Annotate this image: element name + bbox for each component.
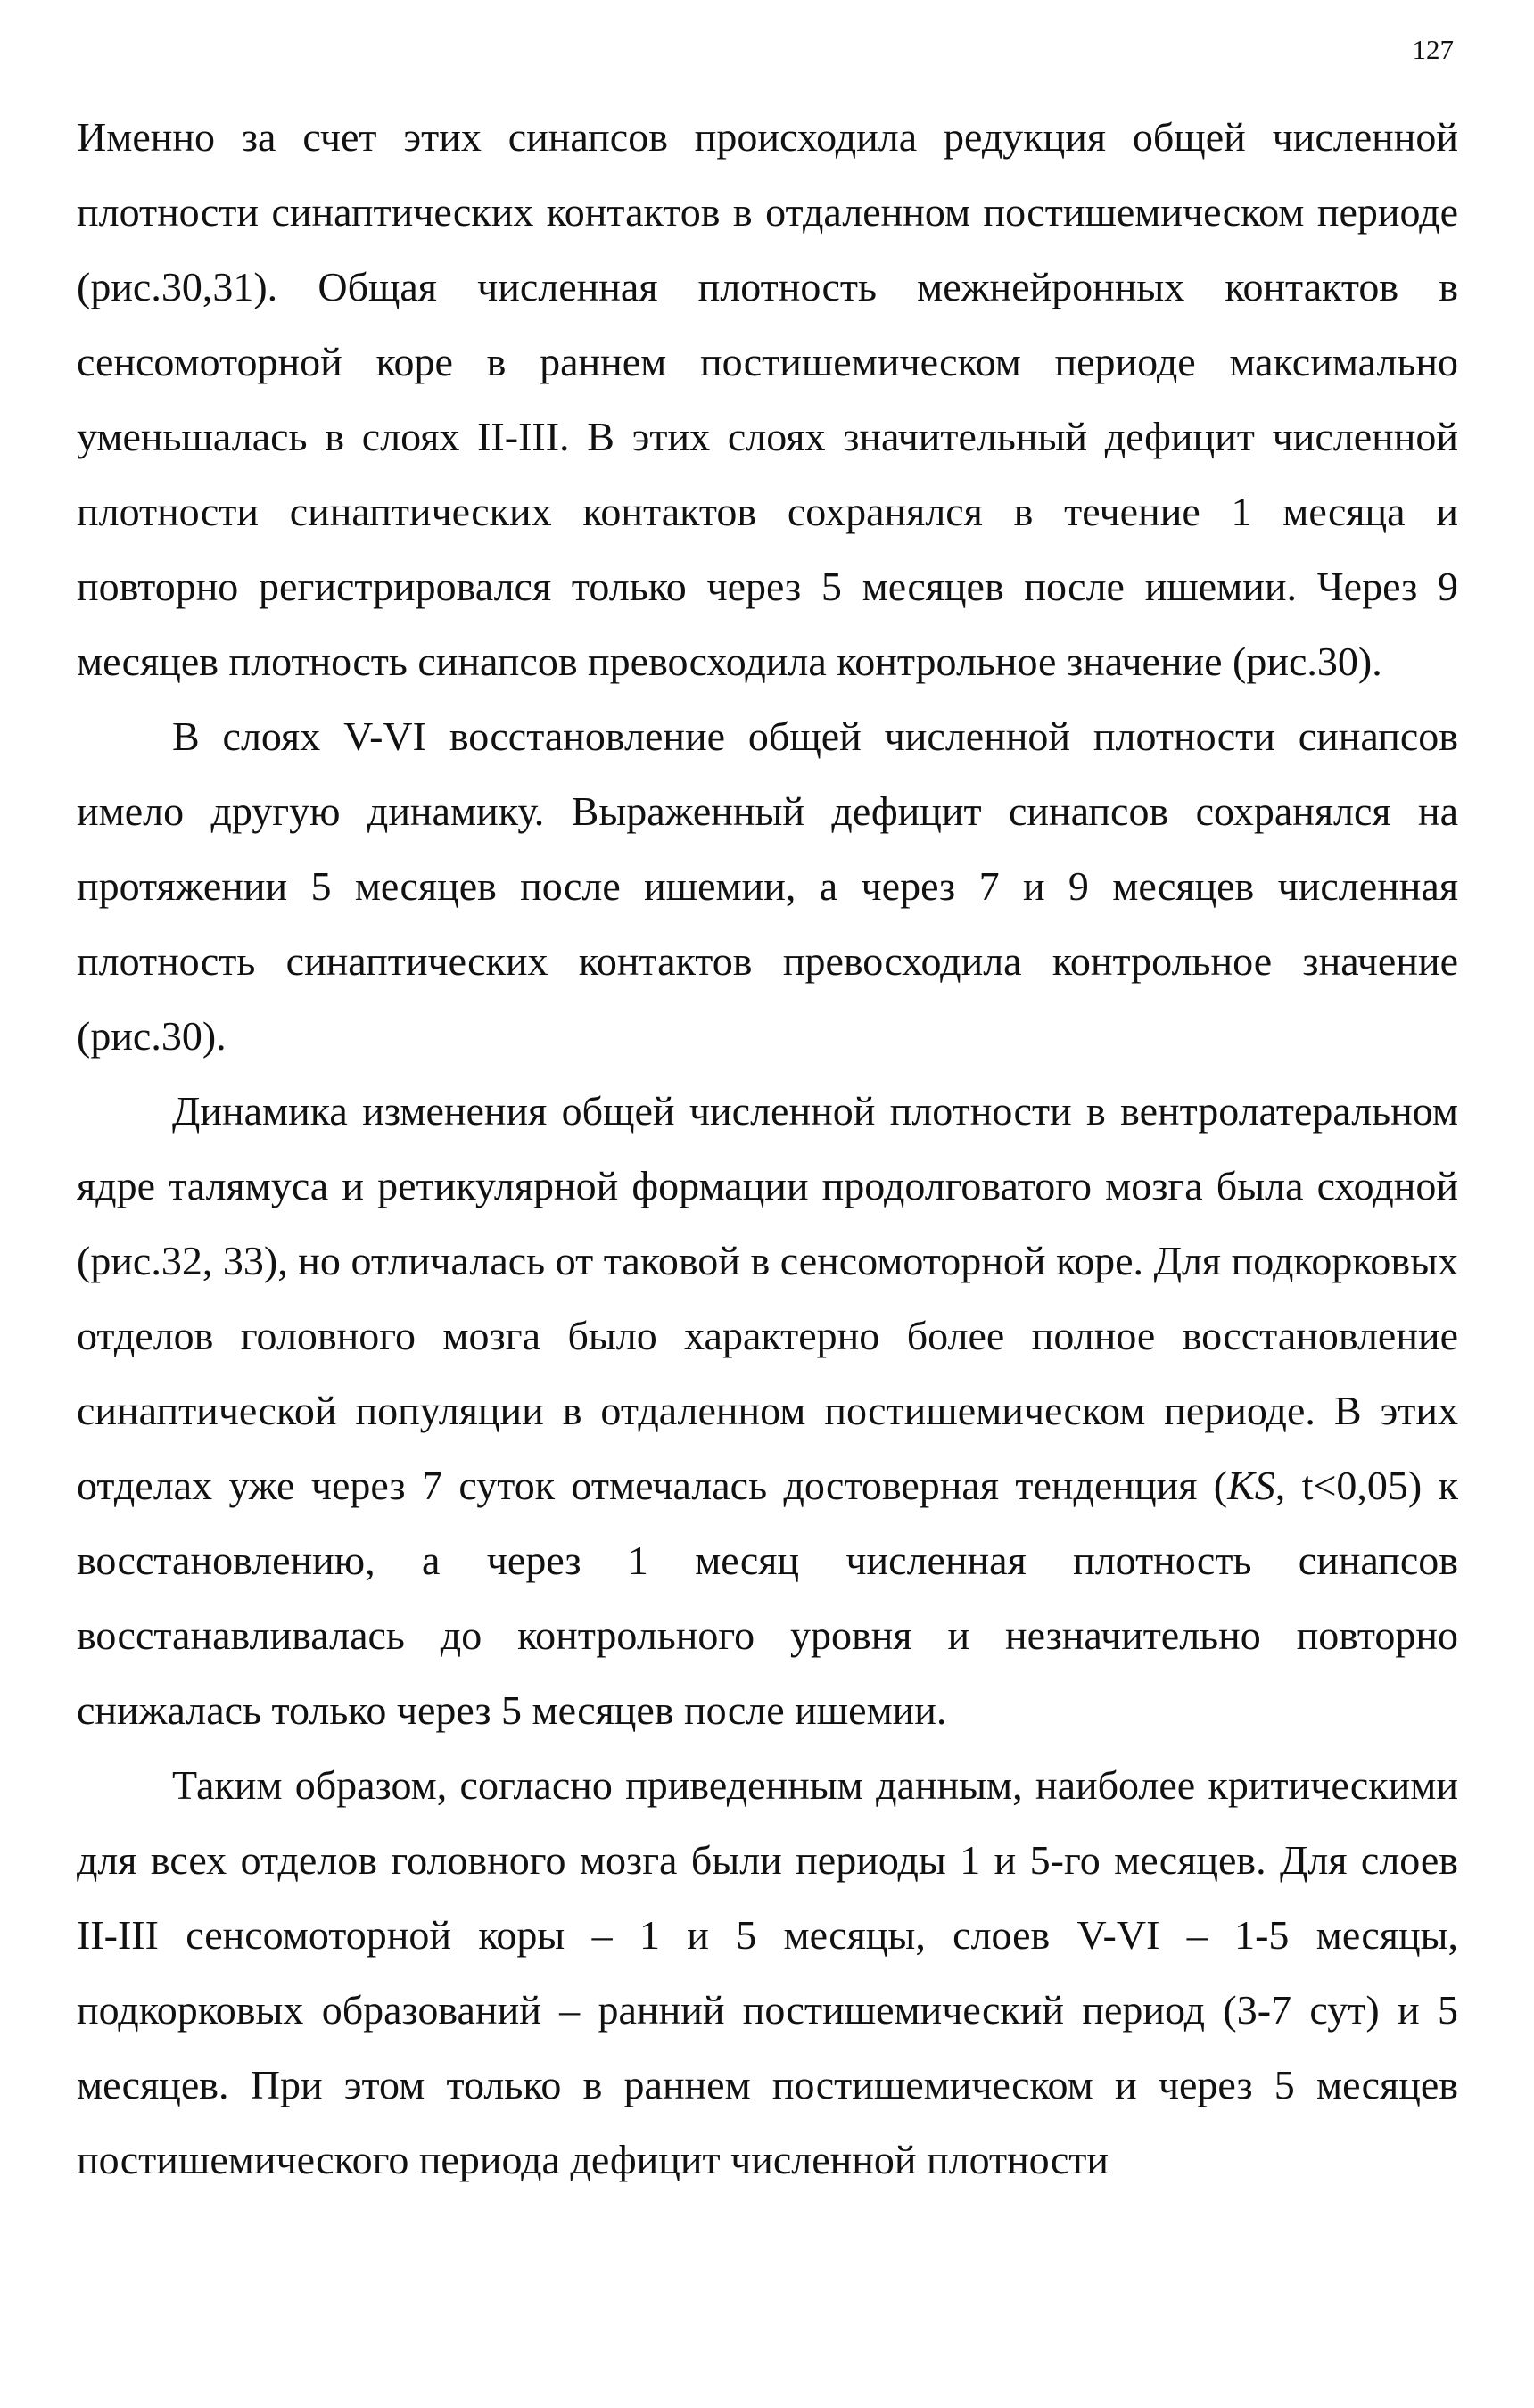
paragraph-4: Таким образом, согласно приведенным данным, наиболее критическими для всех отделов головного мозга были периоды 1 и 5-го месяцев. Для слоев II-III сенсомоторной коры – 1 и 5 месяцы, слоев V-VI – 1-5 месяцы, подкорковых образований – ранний постишемический период (3-7 сут) и 5 месяцев. При этом только в раннем постишемическом и через 5 месяцев постишемического периода дефицит численной плотности — [77, 1762, 1458, 2182]
paragraph-3 — [77, 1074, 1458, 1748]
document-body — [77, 100, 1458, 2198]
paragraph-3-text-after-italic: , t<0,05) к восстановлению, а через 1 месяц численная плотность синапсов восстанавливалась до контрольного уровня и незначительно повторно снижалась только через 5 месяцев после ишемии. — [77, 1463, 1459, 1733]
paragraph-3-italic-term: KS — [1227, 1463, 1275, 1508]
paragraph-1: Именно за счет этих синапсов происходила редукция общей численной плотности синаптических контактов в отдаленном постишемическом периоде (рис.30,31). Общая численная плотность межнейронных контактов в сенсомоторной коре в раннем постишемическом периоде максимально уменьшалась в слоях II-III. В этих слоях значительный дефицит численной плотности синаптических контактов сохранялся в течение 1 месяца и повторно регистрировался только через 5 месяцев после ишемии. Через 9 месяцев плотность синапсов превосходила контрольное значение (рис.30). — [77, 114, 1458, 684]
paragraph-3-text-before-italic: Динамика изменения общей численной плотности в вентролатеральном ядре талямуса и ретикулярной формации продолговатого мозга была сходной (рис.32, 33), но отличалась от таковой в сенсомоторной коре. Для подкорковых отделов головного мозга было характерно более полное восстановление синаптической популяции в отдаленном постишемическом периоде. В этих отделах уже через 7 суток отмечалась достоверная тенденция ( — [77, 1088, 1458, 1508]
page-number: 127 — [1412, 34, 1454, 65]
paragraph-2: В слоях V-VI восстановление общей численной плотности синапсов имело другую динамику. Выраженный дефицит синапсов сохранялся на протяжении 5 месяцев после ишемии, а через 7 и 9 месяцев численная плотность синаптических контактов превосходила контрольное значение (рис.30). — [77, 713, 1458, 1059]
